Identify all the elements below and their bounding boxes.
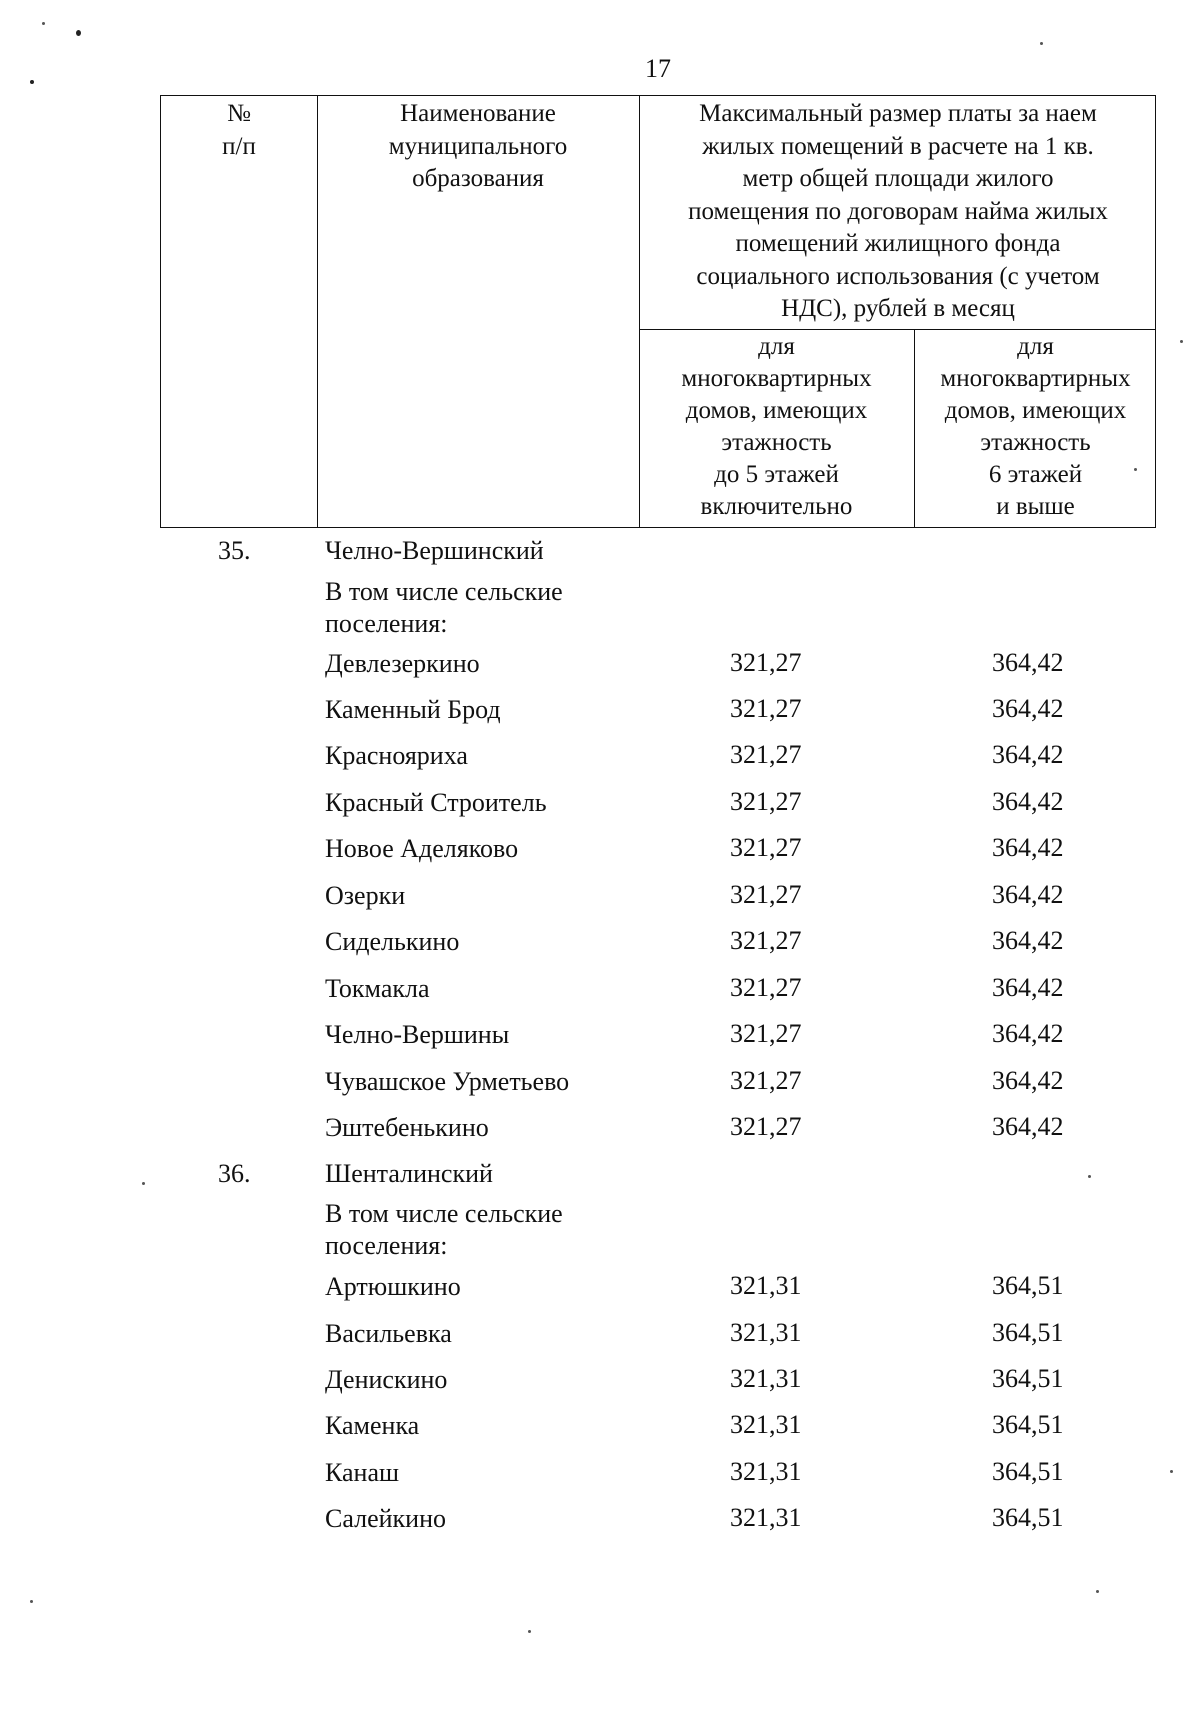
header-subcolumn-up-to-5-floors <box>639 331 914 523</box>
district-number: 35. <box>218 536 251 565</box>
settlement-name: Сиделькино <box>325 927 460 956</box>
scan-speck <box>142 1182 145 1185</box>
scan-speck <box>1170 1470 1173 1473</box>
district-subtitle: поселения: <box>325 1231 448 1260</box>
header-text-line: домов, имеющих <box>685 397 868 424</box>
fee-6-floors-and-above: 364,51 <box>992 1318 1064 1347</box>
fee-up-to-5-floors: 321,31 <box>730 1271 802 1300</box>
district-subtitle: поселения: <box>325 609 448 638</box>
fee-6-floors-and-above: 364,51 <box>992 1364 1064 1393</box>
fee-up-to-5-floors: 321,27 <box>730 787 802 816</box>
fee-up-to-5-floors: 321,27 <box>730 1112 802 1141</box>
header-text-line: 6 этажей <box>988 461 1083 488</box>
fee-up-to-5-floors: 321,27 <box>730 1066 802 1095</box>
fee-6-floors-and-above: 364,42 <box>992 833 1064 862</box>
header-text-line: этажность <box>980 429 1091 456</box>
scan-speck <box>30 1600 33 1603</box>
scan-speck <box>1088 1175 1091 1178</box>
header-text-line: социального использования (с учетом <box>696 262 1100 290</box>
fee-6-floors-and-above: 364,42 <box>992 694 1064 723</box>
header-text-line: для <box>1017 333 1054 360</box>
header-text-line: муниципального <box>388 132 568 160</box>
scan-speck <box>30 80 34 84</box>
header-text-line: метр общей площади жилого <box>742 165 1054 192</box>
table-header <box>160 95 1156 528</box>
header-number-column <box>161 98 317 163</box>
header-text-line: до 5 этажей <box>714 461 839 488</box>
district-name: Шенталинский <box>325 1159 493 1188</box>
fee-6-floors-and-above: 364,51 <box>992 1271 1064 1300</box>
fee-6-floors-and-above: 364,42 <box>992 787 1064 816</box>
fee-6-floors-and-above: 364,42 <box>992 1112 1064 1141</box>
district-number: 36. <box>218 1159 251 1188</box>
district-subtitle: В том числе сельские <box>325 1199 563 1228</box>
header-text-line: НДС), рублей в месяц <box>781 295 1015 322</box>
fee-6-floors-and-above: 364,51 <box>992 1457 1064 1486</box>
header-text-line: образования <box>412 165 544 192</box>
header-text-line: жилых помещений в расчете на 1 кв. <box>702 132 1094 160</box>
fee-up-to-5-floors: 321,27 <box>730 926 802 955</box>
header-text-line: Максимальный размер платы за наем <box>699 100 1097 127</box>
scan-speck <box>42 22 45 25</box>
settlement-name: Артюшкино <box>325 1272 461 1301</box>
fee-up-to-5-floors: 321,27 <box>730 880 802 909</box>
fee-up-to-5-floors: 321,27 <box>730 833 802 862</box>
settlement-name: Челно-Вершины <box>325 1020 510 1049</box>
fee-up-to-5-floors: 321,27 <box>730 694 802 723</box>
header-text-line: для <box>758 333 795 360</box>
fee-up-to-5-floors: 321,27 <box>730 740 802 769</box>
fee-up-to-5-floors: 321,27 <box>730 1019 802 1048</box>
fee-6-floors-and-above: 364,42 <box>992 1019 1064 1048</box>
scan-speck <box>76 30 81 36</box>
fee-up-to-5-floors: 321,31 <box>730 1318 802 1347</box>
settlement-name: Озерки <box>325 881 406 910</box>
fee-up-to-5-floors: 321,27 <box>730 648 802 677</box>
scan-speck <box>1040 42 1043 45</box>
settlement-name: Канаш <box>325 1458 400 1487</box>
header-text-line: № <box>227 100 251 127</box>
settlement-name: Краснояриха <box>325 741 468 770</box>
header-name-column <box>317 98 639 196</box>
settlement-name: Денискино <box>325 1365 448 1394</box>
settlement-name: Красный Строитель <box>325 788 547 817</box>
fee-up-to-5-floors: 321,27 <box>730 973 802 1002</box>
header-max-fee-column <box>639 98 1157 326</box>
district-name: Челно-Вершинский <box>325 536 544 565</box>
header-text-line: помещения по договорам найма жилых <box>688 197 1108 225</box>
fee-6-floors-and-above: 364,51 <box>992 1503 1064 1532</box>
header-text-line: многоквартирных <box>681 365 872 392</box>
settlement-name: Каменный Брод <box>325 695 501 724</box>
fee-up-to-5-floors: 321,31 <box>730 1364 802 1393</box>
scan-speck <box>1180 340 1183 343</box>
settlement-name: Эштебенькино <box>325 1113 489 1142</box>
fee-6-floors-and-above: 364,42 <box>992 740 1064 769</box>
settlement-name: Васильевка <box>325 1319 452 1348</box>
fee-6-floors-and-above: 364,42 <box>992 880 1064 909</box>
fee-6-floors-and-above: 364,42 <box>992 926 1064 955</box>
settlement-name: Токмакла <box>325 974 430 1003</box>
page-number: 17 <box>645 54 671 83</box>
scan-speck <box>528 1630 531 1633</box>
header-text-line: домов, имеющих <box>944 397 1127 424</box>
scan-speck <box>1096 1590 1099 1593</box>
header-text-line: Наименование <box>400 100 556 127</box>
fee-6-floors-and-above: 364,42 <box>992 1066 1064 1095</box>
settlement-name: Девлезеркино <box>325 649 480 678</box>
fee-up-to-5-floors: 321,31 <box>730 1503 802 1532</box>
settlement-name: Каменка <box>325 1411 420 1440</box>
settlement-name: Чувашское Урметьево <box>325 1067 570 1096</box>
header-text-line: этажность <box>721 429 832 456</box>
settlement-name: Салейкино <box>325 1504 446 1533</box>
header-text-line: включительно <box>700 493 853 520</box>
fee-6-floors-and-above: 364,42 <box>992 648 1064 677</box>
header-text-line: помещений жилищного фонда <box>735 230 1061 257</box>
fee-up-to-5-floors: 321,31 <box>730 1410 802 1439</box>
header-text-line: многоквартирных <box>940 365 1131 392</box>
header-subcolumn-6-floors-and-above <box>914 331 1157 523</box>
fee-up-to-5-floors: 321,31 <box>730 1457 802 1486</box>
fee-6-floors-and-above: 364,42 <box>992 973 1064 1002</box>
scan-speck <box>1134 468 1137 471</box>
district-subtitle: В том числе сельские <box>325 577 563 606</box>
header-text-line: и выше <box>996 493 1075 520</box>
fee-6-floors-and-above: 364,51 <box>992 1410 1064 1439</box>
header-text-line: п/п <box>222 132 256 160</box>
settlement-name: Новое Аделяково <box>325 834 519 863</box>
row-divider <box>639 329 1155 330</box>
